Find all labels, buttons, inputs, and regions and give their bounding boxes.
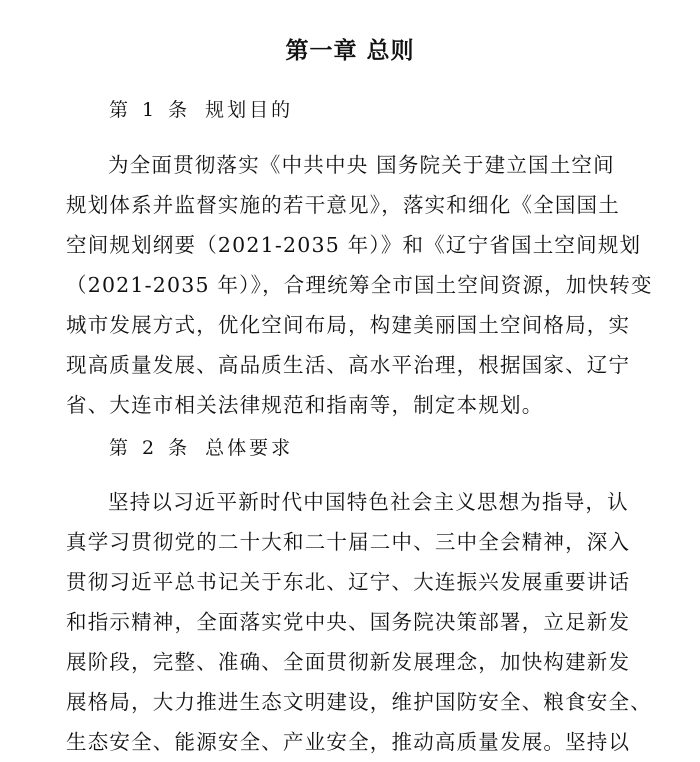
paragraph-line: 和指示精神，全面落实党中央、国务院决策部署，立足新发 xyxy=(66,610,631,634)
article-heading xyxy=(109,435,293,461)
paragraph-line: 省、大连市相关法律规范和指南等，制定本规划。 xyxy=(66,393,544,417)
paragraph-line: （2021-2035 年）》，合理统筹全市国土空间资源，加快转变 xyxy=(66,273,653,297)
chapter-title: 第一章 总则 xyxy=(285,37,415,64)
article-number: 第 1 条 xyxy=(109,99,192,121)
paragraph-line: 贯彻习近平总书记关于东北、辽宁、大连振兴发展重要讲话 xyxy=(66,570,631,594)
article-title: 总体要求 xyxy=(205,437,294,459)
paragraph-line: 规划体系并监督实施的若干意见》，落实和细化《全国国土 xyxy=(66,193,620,217)
paragraph-line: 展阶段，完整、准确、全面贯彻新发展理念，加快构建新发 xyxy=(66,650,631,674)
paragraph-line: 现高质量发展、高品质生活、高水平治理，根据国家、辽宁 xyxy=(66,353,631,377)
paragraph-line: 空间规划纲要（2021-2035 年）》和《辽宁省国土空间规划 xyxy=(66,233,642,257)
article-paragraph xyxy=(66,145,653,425)
paragraph-line: 生态安全、能源安全、产业安全，推动高质量发展。坚持以 xyxy=(66,730,631,754)
article-heading xyxy=(109,97,293,123)
paragraph-line: 坚持以习近平新时代中国特色社会主义思想为指导，认 xyxy=(108,490,629,514)
article-title: 规划目的 xyxy=(205,99,294,121)
paragraph-line: 城市发展方式，优化空间布局，构建美丽国土空间格局，实 xyxy=(66,313,631,337)
paragraph-line: 真学习贯彻党的二十大和二十届二中、三中全会精神，深入 xyxy=(66,530,631,554)
article-paragraph xyxy=(66,482,652,762)
article-number: 第 2 条 xyxy=(109,437,192,459)
paragraph-line: 展格局，大力推进生态文明建设，维护国防安全、粮食安全、 xyxy=(66,690,652,714)
paragraph-line: 为全面贯彻落实《中共中央 国务院关于建立国土空间 xyxy=(108,153,615,177)
